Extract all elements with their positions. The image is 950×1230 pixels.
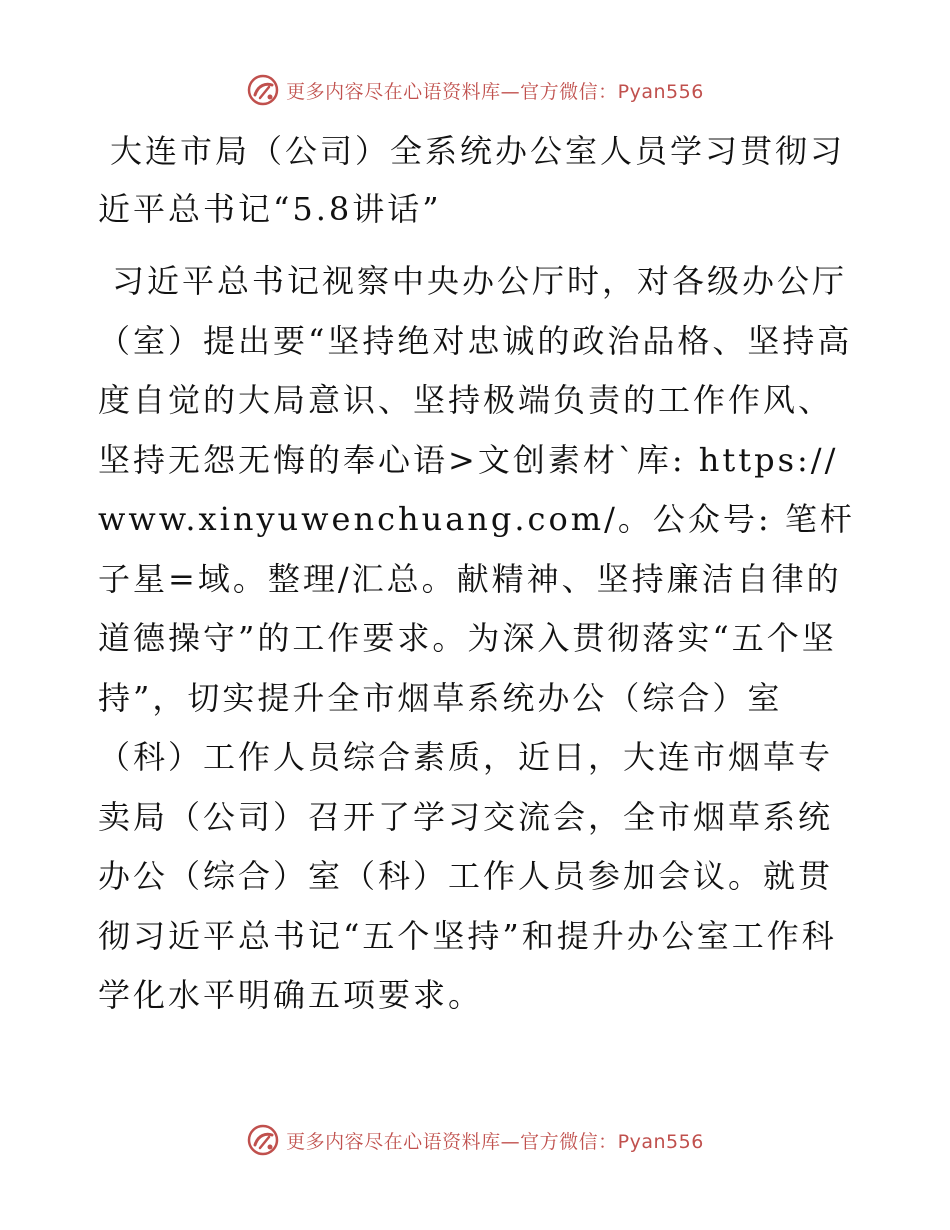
seal-logo-icon	[246, 73, 280, 107]
document-title	[98, 122, 858, 238]
header-banner-text: 更多内容尽在心语资料库—官方微信：Pyan556	[286, 80, 704, 103]
header-banner	[0, 70, 950, 110]
footer-banner-text: 更多内容尽在心语资料库—官方微信：Pyan556	[286, 1130, 704, 1153]
document-body-text: 习近平总书记视察中央办公厅时，对各级办公厅（室）提出要“坚持绝对忠诚的政治品格、坚持高度自觉的大局意识、坚持极端负责的工作作风、坚持无怨无悔的奉心语>文创素材`库: https://www.xinyuwenchuang.com/。公众号: 笔杆子星=域。整理/汇总。献精神、坚持廉洁自律的道德操守”的工作要求。为深入贯彻落实“五个坚持”，切实提升全市烟草系统办公（综合）室（科）工作人员综合素质，近日，大连市烟草专卖局（公司）召开了学习交流会，全市烟草系统办公（综合）室（科）工作人员参加会议。就贯彻习近平总书记“五个坚持”和提升办公室工作科学化水平明确五项要求。	[98, 262, 855, 1014]
footer-banner	[0, 1120, 950, 1160]
document-title-text: 大连市局（公司）全系统办公室人员学习贯彻习近平总书记“5.8讲话”	[98, 132, 846, 228]
seal-logo-icon	[246, 1123, 280, 1157]
document-body	[98, 252, 858, 1026]
